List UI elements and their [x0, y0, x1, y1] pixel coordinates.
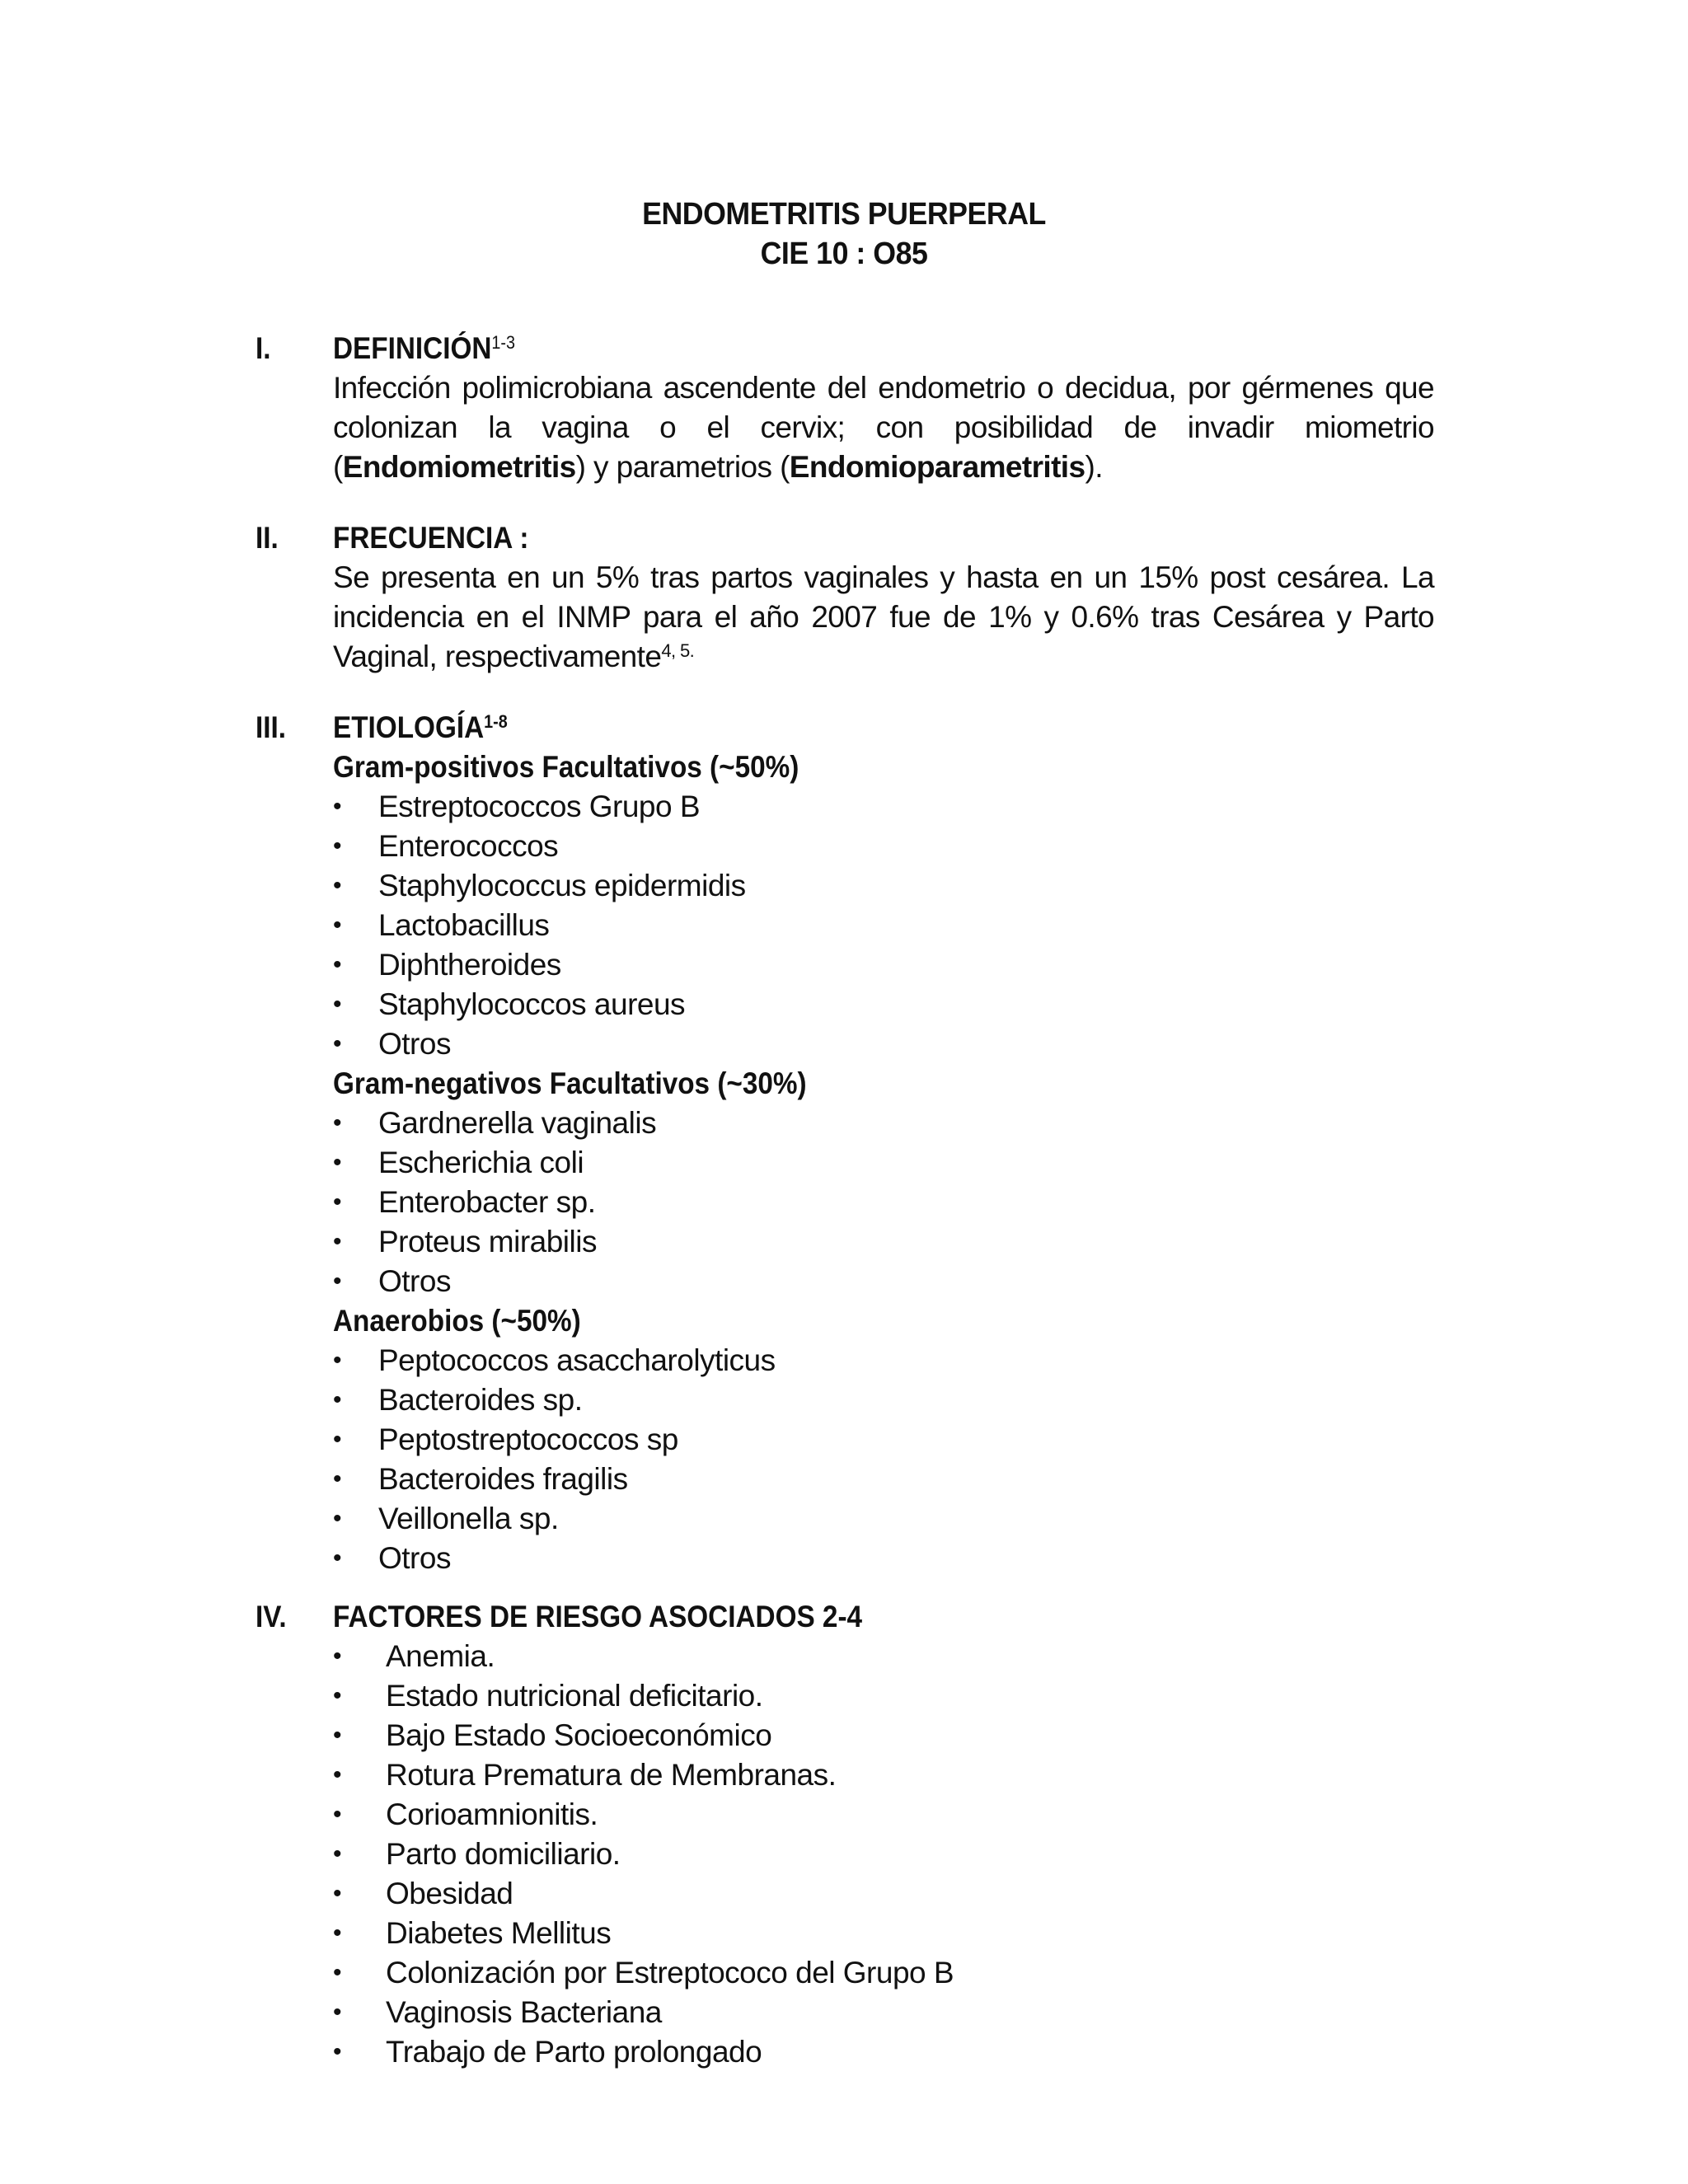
list-item: • Otros	[333, 1539, 1434, 1578]
list-item: • Vaginosis Bacteriana	[333, 1993, 1434, 2032]
bullet-icon: •	[333, 991, 342, 1018]
bullet-icon: •	[333, 1880, 342, 1907]
list-item: • Peptococcos asaccharolyticus	[333, 1341, 1434, 1380]
list-item: • Corioamnionitis.	[333, 1795, 1434, 1835]
group-title: Gram-positivos Facultativos (~50%)	[333, 750, 799, 784]
definition-paragraph: Infección polimicrobiana ascendente del endometrio o decidua, por gérmenes que colonizan la vagina o el cervix; con posibilidad de invadir miometrio (Endomiometritis) y parametrios (Endomioparametritis).	[333, 371, 1434, 484]
bacteria-list	[333, 787, 1434, 1064]
list-item: • Enterobacter sp.	[333, 1183, 1434, 1222]
bullet-icon: •	[333, 872, 342, 899]
section-number: IV.	[256, 1600, 287, 1633]
list-item: • Escherichia coli	[333, 1143, 1434, 1183]
list-item: • Parto domiciliario.	[333, 1835, 1434, 1874]
list-item: • Bacteroides fragilis	[333, 1460, 1434, 1499]
list-item: • Estreptococcos Grupo B	[333, 787, 1434, 827]
bullet-icon: •	[333, 1386, 342, 1413]
list-item: • Rotura Prematura de Membranas.	[333, 1755, 1434, 1795]
section-heading: ETIOLOGÍA$^{1-8}$	[333, 710, 508, 744]
bullet-icon: •	[333, 2038, 342, 2065]
group-title: Gram-negativos Facultativos (~30%)	[333, 1066, 807, 1100]
reference-superscript: 1-8	[484, 711, 508, 732]
bacteria-list	[333, 1104, 1434, 1301]
bullet-icon: •	[333, 1544, 342, 1572]
bullet-icon: •	[333, 1722, 342, 1749]
section-number: II.	[256, 521, 279, 555]
list-item: • Staphylococcus epidermidis	[333, 866, 1434, 906]
list-item: • Estado nutricional deficitario.	[333, 1676, 1434, 1716]
bullet-icon: •	[333, 1347, 342, 1374]
bullet-icon: •	[333, 1999, 342, 2026]
bullet-icon: •	[333, 1643, 342, 1670]
title-line-1: ENDOMETRITIS PUERPERAL	[642, 197, 1046, 232]
bullet-icon: •	[333, 1761, 342, 1788]
bullet-icon: •	[333, 1801, 342, 1828]
bullet-icon: •	[333, 1188, 342, 1216]
list-item: • Diabetes Mellitus	[333, 1914, 1434, 1953]
bullet-icon: •	[333, 1919, 342, 1947]
list-item: • Colonización por Estreptococo del Grupo B	[333, 1953, 1434, 1993]
list-item: • Proteus mirabilis	[333, 1222, 1434, 1262]
bullet-icon: •	[333, 1268, 342, 1295]
bullet-icon: •	[333, 1959, 342, 1986]
bacteria-list	[333, 1341, 1434, 1578]
section-heading: DEFINICIÓN$^{1-3}$	[333, 331, 516, 365]
list-item: • Otros	[333, 1024, 1434, 1064]
bullet-icon: •	[333, 1465, 342, 1493]
term-endomiometritis: Endomiometritis	[342, 450, 576, 484]
list-item: • Veillonella sp.	[333, 1499, 1434, 1539]
bullet-icon: •	[333, 1030, 342, 1057]
list-item: • Bajo Estado Socioeconómico	[333, 1716, 1434, 1755]
term-endomioparametritis: Endomioparametritis	[789, 450, 1085, 484]
list-item: • Anemia.	[333, 1637, 1434, 1676]
risk-factor-list	[333, 1637, 1434, 2072]
section-number: I.	[256, 331, 271, 365]
section-heading: FACTORES DE RIESGO ASOCIADOS 2-4	[333, 1600, 863, 1633]
bullet-icon: •	[333, 1109, 342, 1137]
bullet-icon: •	[333, 1682, 342, 1709]
list-item: • Obesidad	[333, 1874, 1434, 1914]
bullet-icon: •	[333, 1505, 342, 1532]
reference-superscript: 4, 5.	[661, 640, 695, 661]
list-item: • Enterococcos	[333, 827, 1434, 866]
list-item: • Gardnerella vaginalis	[333, 1104, 1434, 1143]
list-item: • Staphylococcos aureus	[333, 985, 1434, 1024]
list-item: • Lactobacillus	[333, 906, 1434, 945]
bullet-icon: •	[333, 1426, 342, 1453]
frequency-paragraph: Se presenta en un 5% tras partos vaginales y hasta en un 15% post cesárea. La incidencia en el INMP para el año 2007 fue de 1% y 0.6% tras Cesárea y Parto Vaginal, respectivamente$^{4, 5.}$	[333, 560, 1434, 673]
list-item: • Otros	[333, 1262, 1434, 1301]
list-item: • Bacteroides sp.	[333, 1380, 1434, 1420]
bullet-icon: •	[333, 793, 342, 820]
bullet-icon: •	[333, 1840, 342, 1868]
bullet-icon: •	[333, 1149, 342, 1176]
reference-superscript: 1-3	[491, 332, 516, 353]
bullet-icon: •	[333, 951, 342, 978]
list-item: • Trabajo de Parto prolongado	[333, 2032, 1434, 2072]
group-title: Anaerobios (~50%)	[333, 1304, 581, 1338]
section-number: III.	[256, 710, 287, 744]
list-item: • Diphtheroides	[333, 945, 1434, 985]
title-line-2: CIE 10 : O85	[760, 237, 928, 271]
bullet-icon: •	[333, 1228, 342, 1255]
bullet-icon: •	[333, 832, 342, 860]
bullet-icon: •	[333, 912, 342, 939]
list-item: • Peptostreptococcos sp	[333, 1420, 1434, 1460]
section-heading: FRECUENCIA :	[333, 521, 529, 555]
document-title	[0, 194, 1688, 274]
